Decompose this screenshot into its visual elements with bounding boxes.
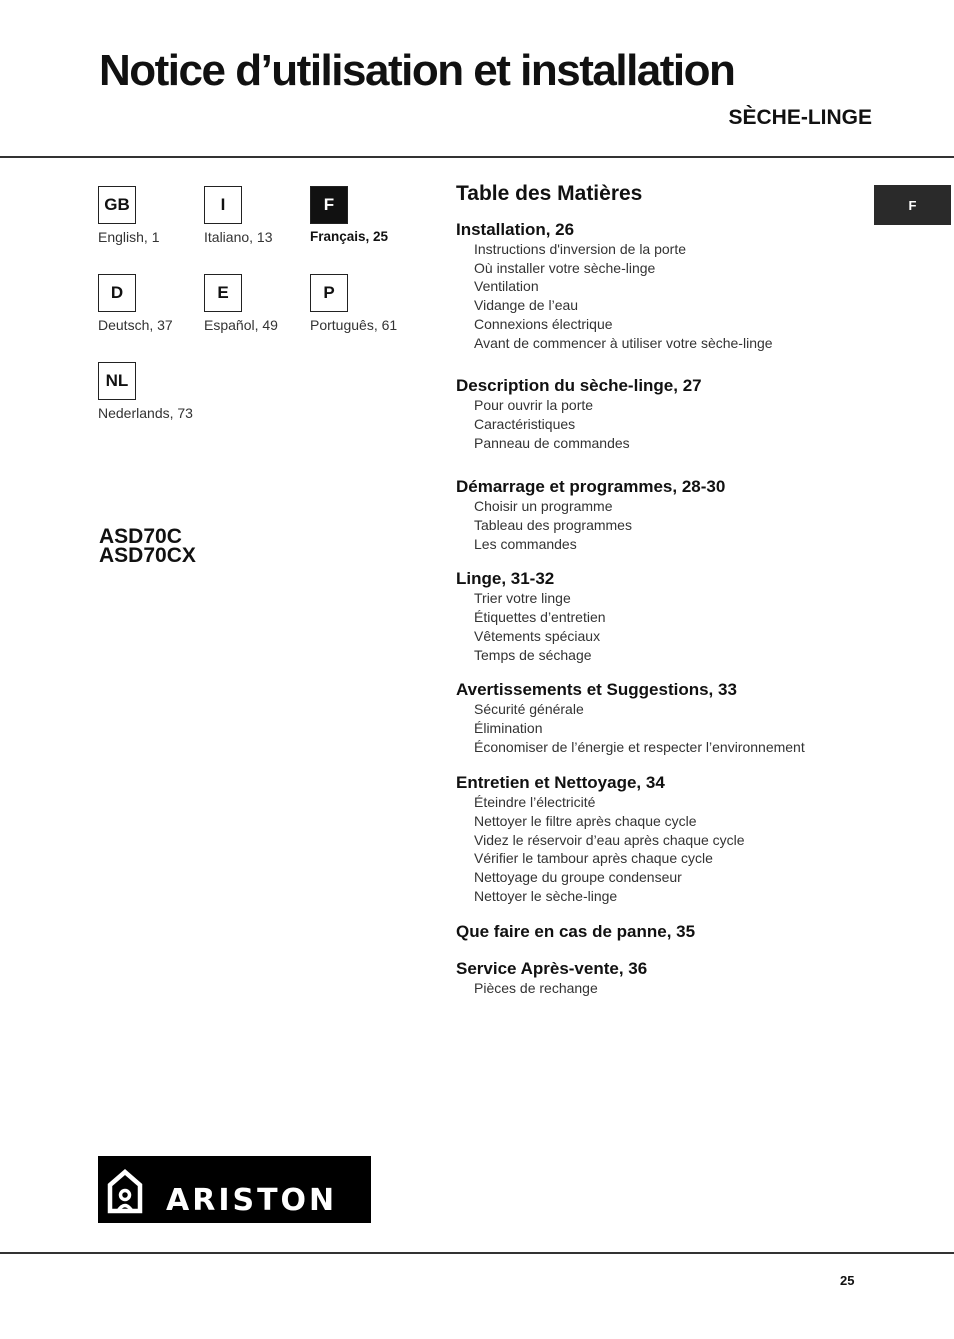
- toc-section: [456, 959, 876, 998]
- lang-code-box[interactable]: E: [204, 274, 242, 312]
- model-number: ASD70CX: [99, 544, 196, 567]
- toc-item[interactable]: Sécurité générale: [474, 701, 584, 718]
- toc-section: [456, 680, 876, 756]
- toc-item[interactable]: Les commandes: [474, 535, 577, 552]
- toc-item[interactable]: Vérifier le tambour après chaque cycle: [474, 850, 713, 867]
- toc-item[interactable]: Ventilation: [474, 278, 539, 295]
- toc-item[interactable]: Pour ouvrir la porte: [474, 397, 594, 414]
- lang-code-box[interactable]: D: [98, 274, 136, 312]
- lang-item-e[interactable]: [204, 274, 324, 333]
- toc-section: [456, 477, 876, 553]
- page-title: Notice d’utilisation et installation: [99, 46, 735, 95]
- toc-item[interactable]: Connexions électrique: [474, 315, 613, 332]
- toc-item[interactable]: Vidange de l’eau: [474, 297, 579, 314]
- toc-item[interactable]: Élimination: [474, 719, 543, 736]
- toc-item[interactable]: Éteindre l’électricité: [474, 794, 596, 811]
- brand-name: ARISTON: [166, 1183, 338, 1218]
- model-numbers: [99, 527, 196, 565]
- bottom-divider: [0, 1252, 954, 1254]
- lang-code-box-active[interactable]: F: [310, 186, 348, 224]
- toc-item[interactable]: Temps de séchage: [474, 646, 592, 663]
- toc-section-heading[interactable]: Installation, 26: [456, 220, 575, 239]
- toc-section-heading[interactable]: Démarrage et programmes, 28-30: [456, 477, 726, 497]
- toc-item[interactable]: Nettoyer le filtre après chaque cycle: [474, 813, 697, 830]
- toc-item[interactable]: Panneau de commandes: [474, 434, 630, 451]
- lang-item-d[interactable]: [98, 274, 218, 333]
- toc-item[interactable]: Où installer votre sèche-linge: [474, 259, 656, 276]
- toc-section: [456, 220, 876, 352]
- toc-item[interactable]: Étiquettes d’entretien: [474, 609, 606, 626]
- toc-item[interactable]: Tableau des programmes: [474, 517, 632, 534]
- lang-label: Deutsch, 37: [98, 317, 173, 333]
- toc-section: [456, 376, 876, 452]
- language-tab: F: [874, 185, 951, 225]
- house-icon: [98, 1156, 371, 1223]
- toc-item[interactable]: Instructions d'inversion de la porte: [474, 241, 687, 257]
- toc-section-heading[interactable]: Service Après-vente, 36: [456, 958, 648, 978]
- toc-section: [456, 569, 876, 664]
- toc-section-heading[interactable]: Entretien et Nettoyage, 34: [456, 773, 665, 793]
- toc-item[interactable]: Vêtements spéciaux: [474, 627, 601, 644]
- lang-code-box[interactable]: P: [310, 274, 348, 312]
- toc-section-heading[interactable]: Linge, 31-32: [456, 569, 555, 589]
- page-number: 25: [840, 1273, 855, 1288]
- lang-item-nl[interactable]: [98, 362, 218, 421]
- lang-item-gb[interactable]: [98, 186, 218, 245]
- lang-code-box[interactable]: NL: [98, 362, 136, 400]
- toc-item[interactable]: Trier votre linge: [474, 590, 571, 607]
- toc-item[interactable]: Videz le réservoir d’eau après chaque cycle: [474, 831, 745, 848]
- toc-item[interactable]: Nettoyer le sèche-linge: [474, 887, 618, 904]
- toc-item[interactable]: Économiser de l’énergie et respecter l’environnement: [474, 738, 805, 755]
- toc-title: Table des Matières: [456, 182, 643, 205]
- toc-section: [456, 773, 876, 905]
- toc-item[interactable]: Caractéristiques: [474, 415, 576, 432]
- lang-label: Nederlands, 73: [98, 405, 193, 421]
- toc-item[interactable]: Choisir un programme: [474, 498, 613, 515]
- lang-item-i[interactable]: [204, 186, 324, 245]
- lang-code-box[interactable]: GB: [98, 186, 136, 224]
- lang-label: Italiano, 13: [204, 229, 273, 245]
- lang-item-p[interactable]: [310, 274, 430, 333]
- toc-section: [456, 922, 876, 942]
- lang-label: Português, 61: [310, 317, 398, 333]
- top-divider: [0, 156, 954, 158]
- toc-item[interactable]: Avant de commencer à utiliser votre sèche-linge: [474, 334, 773, 351]
- lang-label: English, 1: [98, 229, 160, 245]
- lang-label-active: Français, 25: [310, 229, 389, 244]
- lang-code-box[interactable]: I: [204, 186, 242, 224]
- table-of-contents: [456, 182, 876, 997]
- toc-section-heading[interactable]: Avertissements et Suggestions, 33: [456, 680, 737, 700]
- product-type: SÈCHE-LINGE: [728, 106, 872, 129]
- lang-label: Español, 49: [204, 317, 278, 333]
- lang-item-f[interactable]: [310, 186, 430, 244]
- model-number: ASD70C: [99, 525, 182, 548]
- ariston-logo: [98, 1156, 371, 1223]
- toc-section-heading[interactable]: Description du sèche-linge, 27: [456, 376, 702, 396]
- toc-item[interactable]: Pièces de rechange: [474, 979, 598, 996]
- toc-section-heading[interactable]: Que faire en cas de panne, 35: [456, 921, 696, 941]
- toc-item[interactable]: Nettoyage du groupe condenseur: [474, 869, 682, 886]
